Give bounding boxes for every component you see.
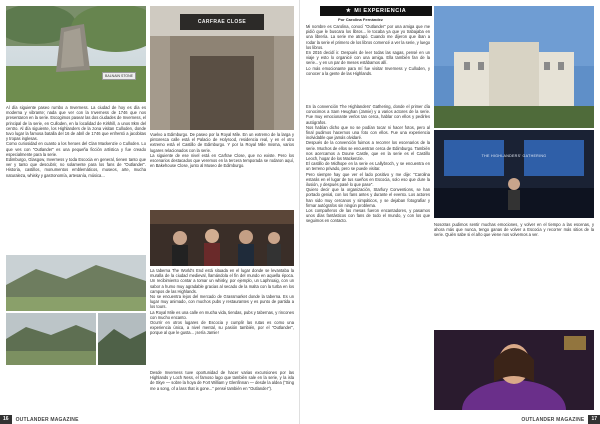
paragraph: No se encuentra lejos del mercado de Grassmarket donde la taberna. Es un lugar muy animado, con muchos pubs y restaurantes y es punto de partida a los tours. [150,294,294,310]
paragraph: La siguiente de ese nivel está en Carfrae Close, que no existe. Pero los escenarios destacados que veremos en la tercera temporada se rodaron aquí, en Bakehouse Close, junto al Museo de Edimburgo. [150,152,294,169]
paragraph: Al día siguiente paseo rumbo a Inverness. La ciudad de hoy es día es moderna y vibrante; nada que ver con la Inverness de 1746 que nos presentaron en la serie. Escogimos pasear las dos ciudades de Inverness, el principal de la serie, en Culloden, en la localidad de Kirkhill, a unos 8km del centro. Al día siguiente, los Highlanders de la zona visitan Culloden, donde tuvo lugar la famosa batalla del 16 de abril de 1746 que enfrentó a jacobitas y tropas inglesas. [6,105,146,142]
paragraph: Como curiosidad en cuanto a los heroes del Clan Mackenzie o Culloden. Lo que ves con "Outlander" es una pequeña ficción artística y fue creado especialmente para la serie. [6,141,146,157]
star-icon: ★ [345,8,352,14]
paragraph: El castillo de Midhope en la serie es Lallybroch, y se encuentra en un terreno privado, pero se puede visitar. [306,161,430,172]
portrait-illustration [434,330,594,410]
paragraph: Ocurrir en otros lugares de Escocia y cumplir las rutas es como una experiencia única, a nivel mental, su pasión también, por el "Outlander", porque al que le gusta... ¡sería Jamie! [150,320,294,336]
landscape-illustration [6,255,146,311]
standing-stone-photo [6,6,146,102]
right-column-1-top-text [306,24,430,76]
paragraph: La Royal Mile es una calle en mucha vida, tiendas, pubs y tabernas, y rincones con mucho encanto. [150,309,294,320]
hotel-building-photo [434,6,594,128]
paragraph: La taberna The World's End está situada en el lugar donde se levantaba la muralla de la ciudad medieval, llamándola el fin del mundo en aquella época. Un recibimiento contar a tomar un whisky, por ejemplo, un Laphroaig, con un sabor a humo muy agradable gracias al secado de la malta con la turba en los campos de las Highlands. [150,268,294,294]
glen-illustration [98,313,146,365]
close-street-photo [150,6,294,130]
left-footer [0,415,83,424]
left-column-2-bottom-text [150,268,294,336]
paragraph: Pero siempre hay que ver el lado positivo y me dije: "Carolina estarás en el lugar de tus sueños en Escocia, solo eso que dure la ilusión, y después pasé lo que pase". [306,171,430,188]
stage-banner: THE HIGHLANDERS' GATHERING [481,154,547,158]
section-title-badge [320,6,432,16]
pub-illustration [150,210,294,266]
paragraph: Mi nombre es Carolina, conocí "Outlander" por una amiga que me pidió que le buscara los libros... le tocaba ya que yo trabajaba en una librería. La serie me atrapó. Cuando me dijeron que iban a rodar la serie el primero de los libros comencé a ver la serie, y luego los libros. [306,24,431,50]
right-footer [517,415,600,424]
pub-group-photo [150,210,294,266]
author-portrait-photo [434,330,594,410]
highlands-landscape-photo [6,255,146,311]
right-column-1-mid-text [306,104,430,224]
stone-sign: BALNAIN STONE [102,72,136,80]
left-bottom-text [150,370,294,391]
section-title: MI EXPERIENCIA [354,8,407,14]
paragraph: Edimburgo, Glasgow, Inverness y toda Escocia en general, tienen tanto que ver y tanto que descubrir, no solamente para los fans de "Outlander". Historia, castillos, monumentos emblemáticos, museos, arte, mucha naturaleza, whisky y gastronomía, artesanía, música... [6,157,146,178]
convention-stage-photo [434,130,594,218]
stage-illustration [434,130,594,218]
right-bottom-text [434,222,594,238]
paragraph: Los compañeros de las mesas fueron encantadores, y pasamos unos días fantásticos con fans de todo el mundo, y con los que seguimos en contacto. [306,208,430,224]
paragraph: Después de la convención fuimos a recorrer los escenarios de la serie. Muchos de ellos se encuentran cerca de Edimburgo. También nos acercamos a Doune Castle, que en la serie es el Castillo Leoch, hogar de los Mackenzie. [306,140,430,162]
loch-landscape-photo [6,313,96,365]
hotel-illustration [434,6,594,128]
page-number: 17 [588,415,600,424]
paragraph: En la convención The Highlanders' Gathering, donde el primer día conocimos a Sam Heughan (Jamie) y a varios actores de la serie. Fue muy emocionante verlos tan cerca, hablar con ellos y pedirles autógrafos. [306,104,430,125]
standing-stone-illustration [6,6,146,102]
paragraph: En 2016 decidí ir. Después de leer todas las sagas, pensé en un viaje y esto lo organicé con una amiga. Ella también fan de la serie... y en un par de meses estábamos allí. [306,50,430,66]
byline: Por Carolina Fernández [338,17,383,22]
magazine-brand: OUTLANDER MAGAZINE [521,416,585,423]
page-number: 16 [0,415,12,424]
paragraph: Lo más emocionante para mí fue visitar Inverness y Culloden, y conocer a la gente de las Highlands. [306,65,430,76]
loch-illustration [6,313,96,365]
paragraph: Vuelvo a Edimburgo. De paseo por la Royal Mile. En un extremo de la larga y pintoresca calle está el Palacio de Holyrood, residencia real, y en el otro extremo está el Castillo de Edimburgo. Y por la Royal Mile misma, varios lugares relacionados con la serie. [150,132,294,153]
glen-landscape-photo [98,313,146,365]
left-column-1-text [6,105,146,178]
left-column-2-text [150,132,294,168]
magazine-brand: OUTLANDER MAGAZINE [15,416,79,423]
paragraph: Nos habían dicho que no se podían tocar ni hacer fotos, pero al final pudimos hacernos una foto con ellos. Fue una experiencia inolvidable que jamás olvidaré. [306,124,430,141]
paragraph: Nosotras pudimos sentir muchas emociones, y volver en el tiempo a las escenas, y ahora más que nunca, tengo ganas de volver a Escocia y recorrer más sitios de la serie. Quién sabe si el año que viene nos volvemos a ver. [434,222,594,238]
paragraph: Desde Inverness tuve oportunidad de hacer varias excursiones por las Highlands y Loch Ness, el famoso lago que también sale en la serie, y la isla de Skye — sobre la hoya de Fort William y Glenfinnan — desde la aldea ("Sing me a song, of a lass that is gone..." pensé también en "Outlander"). [150,370,294,391]
close-sign: CARFRAE CLOSE [197,19,247,25]
paragraph: Quiero decir que la organización, Starfury Conventions, se han portado genial, con los fans antes y durante el evento. Los actores han sido muy cercanos y simpáticos, y se dejaban fotografiar y firmar autógrafos sin ningún problema. [306,187,430,208]
right-page [300,0,600,424]
